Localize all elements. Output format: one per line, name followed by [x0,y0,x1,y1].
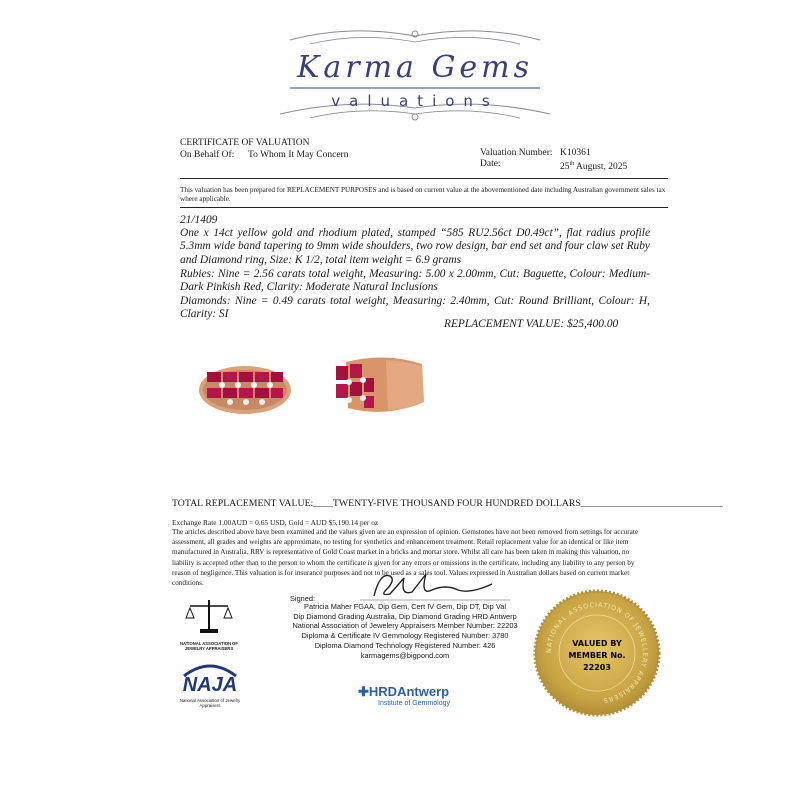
signatory-line-5: Diploma Diamond Technology Registered Number: 426 [314,640,496,650]
signatory-line-2: Dip Diamond Grading Australia, Dip Diamond Grading HRD Antwerp [293,611,517,621]
purpose-divider [180,207,668,208]
replacement-value: REPLACEMENT VALUE: $25,400.00 [444,318,619,330]
on-behalf-label: On Behalf Of: [180,150,235,160]
ring-photo-side [326,352,430,420]
valuation-number-value: K10361 [560,148,591,158]
signatory-details [270,602,540,660]
ring-photo-front [195,358,295,418]
rubies-description: Rubies: Nine = 2.56 carats total weight, Measuring: 5.00 x 2.00mm, Cut: Baguette, Colour: Medium-Dark Pinkish Red, Clarity: Moderate Natural Inclusions [180,268,650,294]
seal-center-3: 22203 [583,663,611,672]
item-description: One x 14ct yellow gold and rhodium plated, stamped “585 RU2.56ct D0.49ct”, flat radius profile 5.3mm wide band tapering to 9mm wide shoulders, two row design, bar end set and four claw set Ruby and Diamond ring, Size: K 1/2, total item weight = 6.9 grams [180,227,650,266]
total-value: TWENTY-FIVE THOUSAND FOUR HUNDRED DOLLARS [332,498,581,509]
logo-sub-text: valuations [331,92,499,110]
scales-icon [178,596,240,636]
hrd-main: ✚HRDAntwerp [358,684,450,699]
seal-center-2: MEMBER No. [568,651,626,660]
naja-text: NAJA [182,674,238,696]
seal-center-1: VALUED BY [572,639,622,648]
date-label: Date: [480,159,501,169]
signed-label: Signed: [290,594,316,603]
signature-image [360,566,510,604]
valuation-number-label: Valuation Number: [480,148,553,158]
date-value: 25th August, 2025 [560,161,628,173]
exchange-rate: Exchange Rate 1.00AUD = 0.65 USD, Gold = AUD $5,190.14 per oz [172,518,379,527]
signatory-email: karmagems@bigpond.com [360,650,450,660]
naja-small-caption: NATIONAL ASSOCIATION OF JEWELRY APPRAISERS [179,641,238,651]
hrd-sub: Institute of Gemmology [378,700,450,707]
gold-seal [532,588,662,718]
signatory-line-3: National Association of Jewelery Appraisers Member Number: 22203 [292,621,518,631]
disclaimer: The articles described above have been examined and the values given are an expression of opinion. Gemstones have not been removed from settings for accurate assessment, all grades and weights are approximate, no testing for synthetics and enhancement treatment. Retail replacement value for an identical or like item manufactured in Australia. RRV is representative of Gold Coast market in a bricks and mortar store. Whilst all care has been taken in making this valuation, no liability is accepted other than to the person to whom the certificate is given for any errors or omissions in the certificate, including any liability to any person by reason of negligence. This valuation is for insurance purposes and not to be used as a sales tool. Values expressed in Australian dollars based on current market conditions. [172,528,639,588]
certificate-title: CERTIFICATE OF VALUATION [180,138,310,148]
on-behalf-value: To Whom It May Concern [248,150,349,160]
total-label: TOTAL REPLACEMENT VALUE: [172,498,314,509]
purpose-note: This valuation has been prepared for REPLACEMENT PURPOSES and is based on current value at the abovementioned date including Australian government sales tax where applicable. [180,186,666,203]
naja-logo [178,660,242,710]
total-replacement-line: TOTAL REPLACEMENT VALUE:____TWENTY-FIVE THOUSAND FOUR HUNDRED DOLLARS_____________________________ [172,498,723,509]
seal-ring-text: NATIONAL ASSOCIATION OF JEWELLERY APPRAISERS [544,600,650,705]
naja-caption: National Association of Jewelry Appraisers [179,698,241,708]
naja-scales-logo [178,596,240,652]
logo-script-text: Karma Gems [296,50,534,85]
signatory-line-4: Diploma & Certificate IV Gemmology Registered Number: 3780 [301,631,509,641]
signatory-line-1: Patricia Maher FGAA, Dip Gem, Cert IV Gem, Dip DT, Dip Val [304,602,506,611]
diamonds-description: Diamonds: Nine = 0.49 carats total weight, Measuring: 2.40mm, Cut: Round Brilliant, Colour: H, Clarity: SI [180,295,650,321]
header-divider [180,178,668,179]
company-logo [270,22,560,122]
item-reference: 21/1409 [180,214,218,226]
hrd-antwerp-logo [358,684,478,707]
